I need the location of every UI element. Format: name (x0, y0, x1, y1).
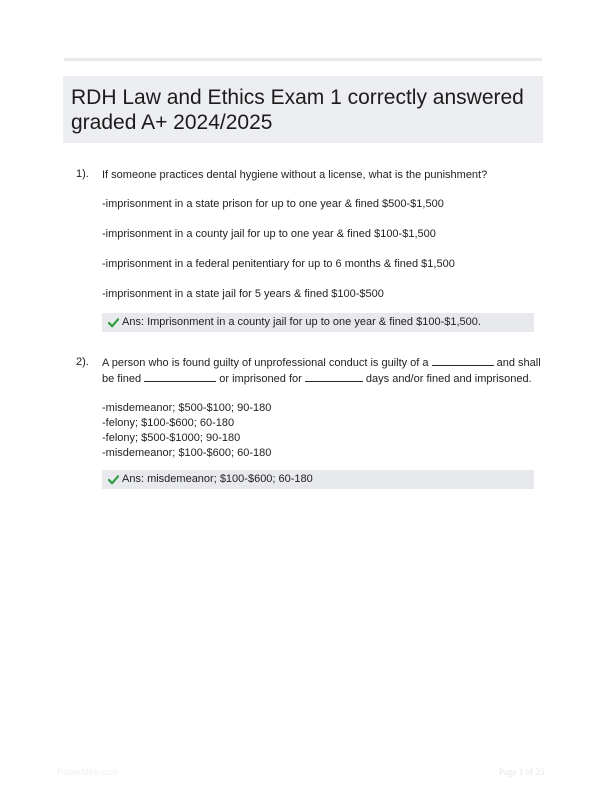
answer-option: -misdemeanor; $500-$100; 90-180 (102, 402, 272, 414)
fill-in-blank (305, 371, 363, 382)
answer-option: -misdemeanor; $100-$600; 60-180 (102, 447, 272, 459)
top-divider (64, 58, 542, 61)
answer-option: -felony; $100-$600; 60-180 (102, 417, 235, 429)
options-list (102, 401, 271, 461)
fill-in-blank (144, 371, 216, 382)
footer-watermark: PaperMilsi.com (57, 767, 119, 777)
checkmark-icon (108, 317, 119, 328)
question-body (102, 167, 542, 300)
answer-option: -imprisonment in a state jail for 5 years & fined $100-$500 (102, 288, 384, 300)
title-banner (63, 76, 543, 143)
answer-option: -imprisonment in a federal penitentiary for up to 6 months & fined $1,500 (102, 258, 455, 270)
correct-answer-text: Ans: misdemeanor; $100-$600; 60-180 (122, 473, 313, 485)
question-text: If someone practices dental hygiene without a license, what is the punishment? (102, 169, 488, 181)
answer-option: -felony; $500-$1000; 90-180 (102, 432, 241, 444)
question-body (102, 355, 542, 459)
page-number: Page 1 of 23 (499, 767, 545, 777)
correct-answer-box (102, 313, 534, 332)
correct-answer-text: Ans: Imprisonment in a county jail for up to one year & fined $100-$1,500. (122, 316, 481, 328)
question-2 (76, 355, 546, 495)
answer-option: -imprisonment in a state prison for up to one year & fined $500-$1,500 (102, 198, 444, 210)
question-number: 1). (76, 168, 89, 180)
fill-in-blank (432, 355, 494, 366)
checkmark-icon (108, 474, 119, 485)
question-number: 2). (76, 356, 89, 368)
page-title: RDH Law and Ethics Exam 1 correctly answered graded A+ 2024/2025 (71, 86, 524, 134)
correct-answer-box (102, 470, 534, 489)
question-1 (76, 167, 546, 337)
question-text: A person who is found guilty of unprofessional conduct is guilty of a and shall be fined or imprisoned for days and/or fined and imprisoned. (102, 357, 541, 385)
answer-option: -imprisonment in a county jail for up to one year & fined $100-$1,500 (102, 228, 436, 240)
